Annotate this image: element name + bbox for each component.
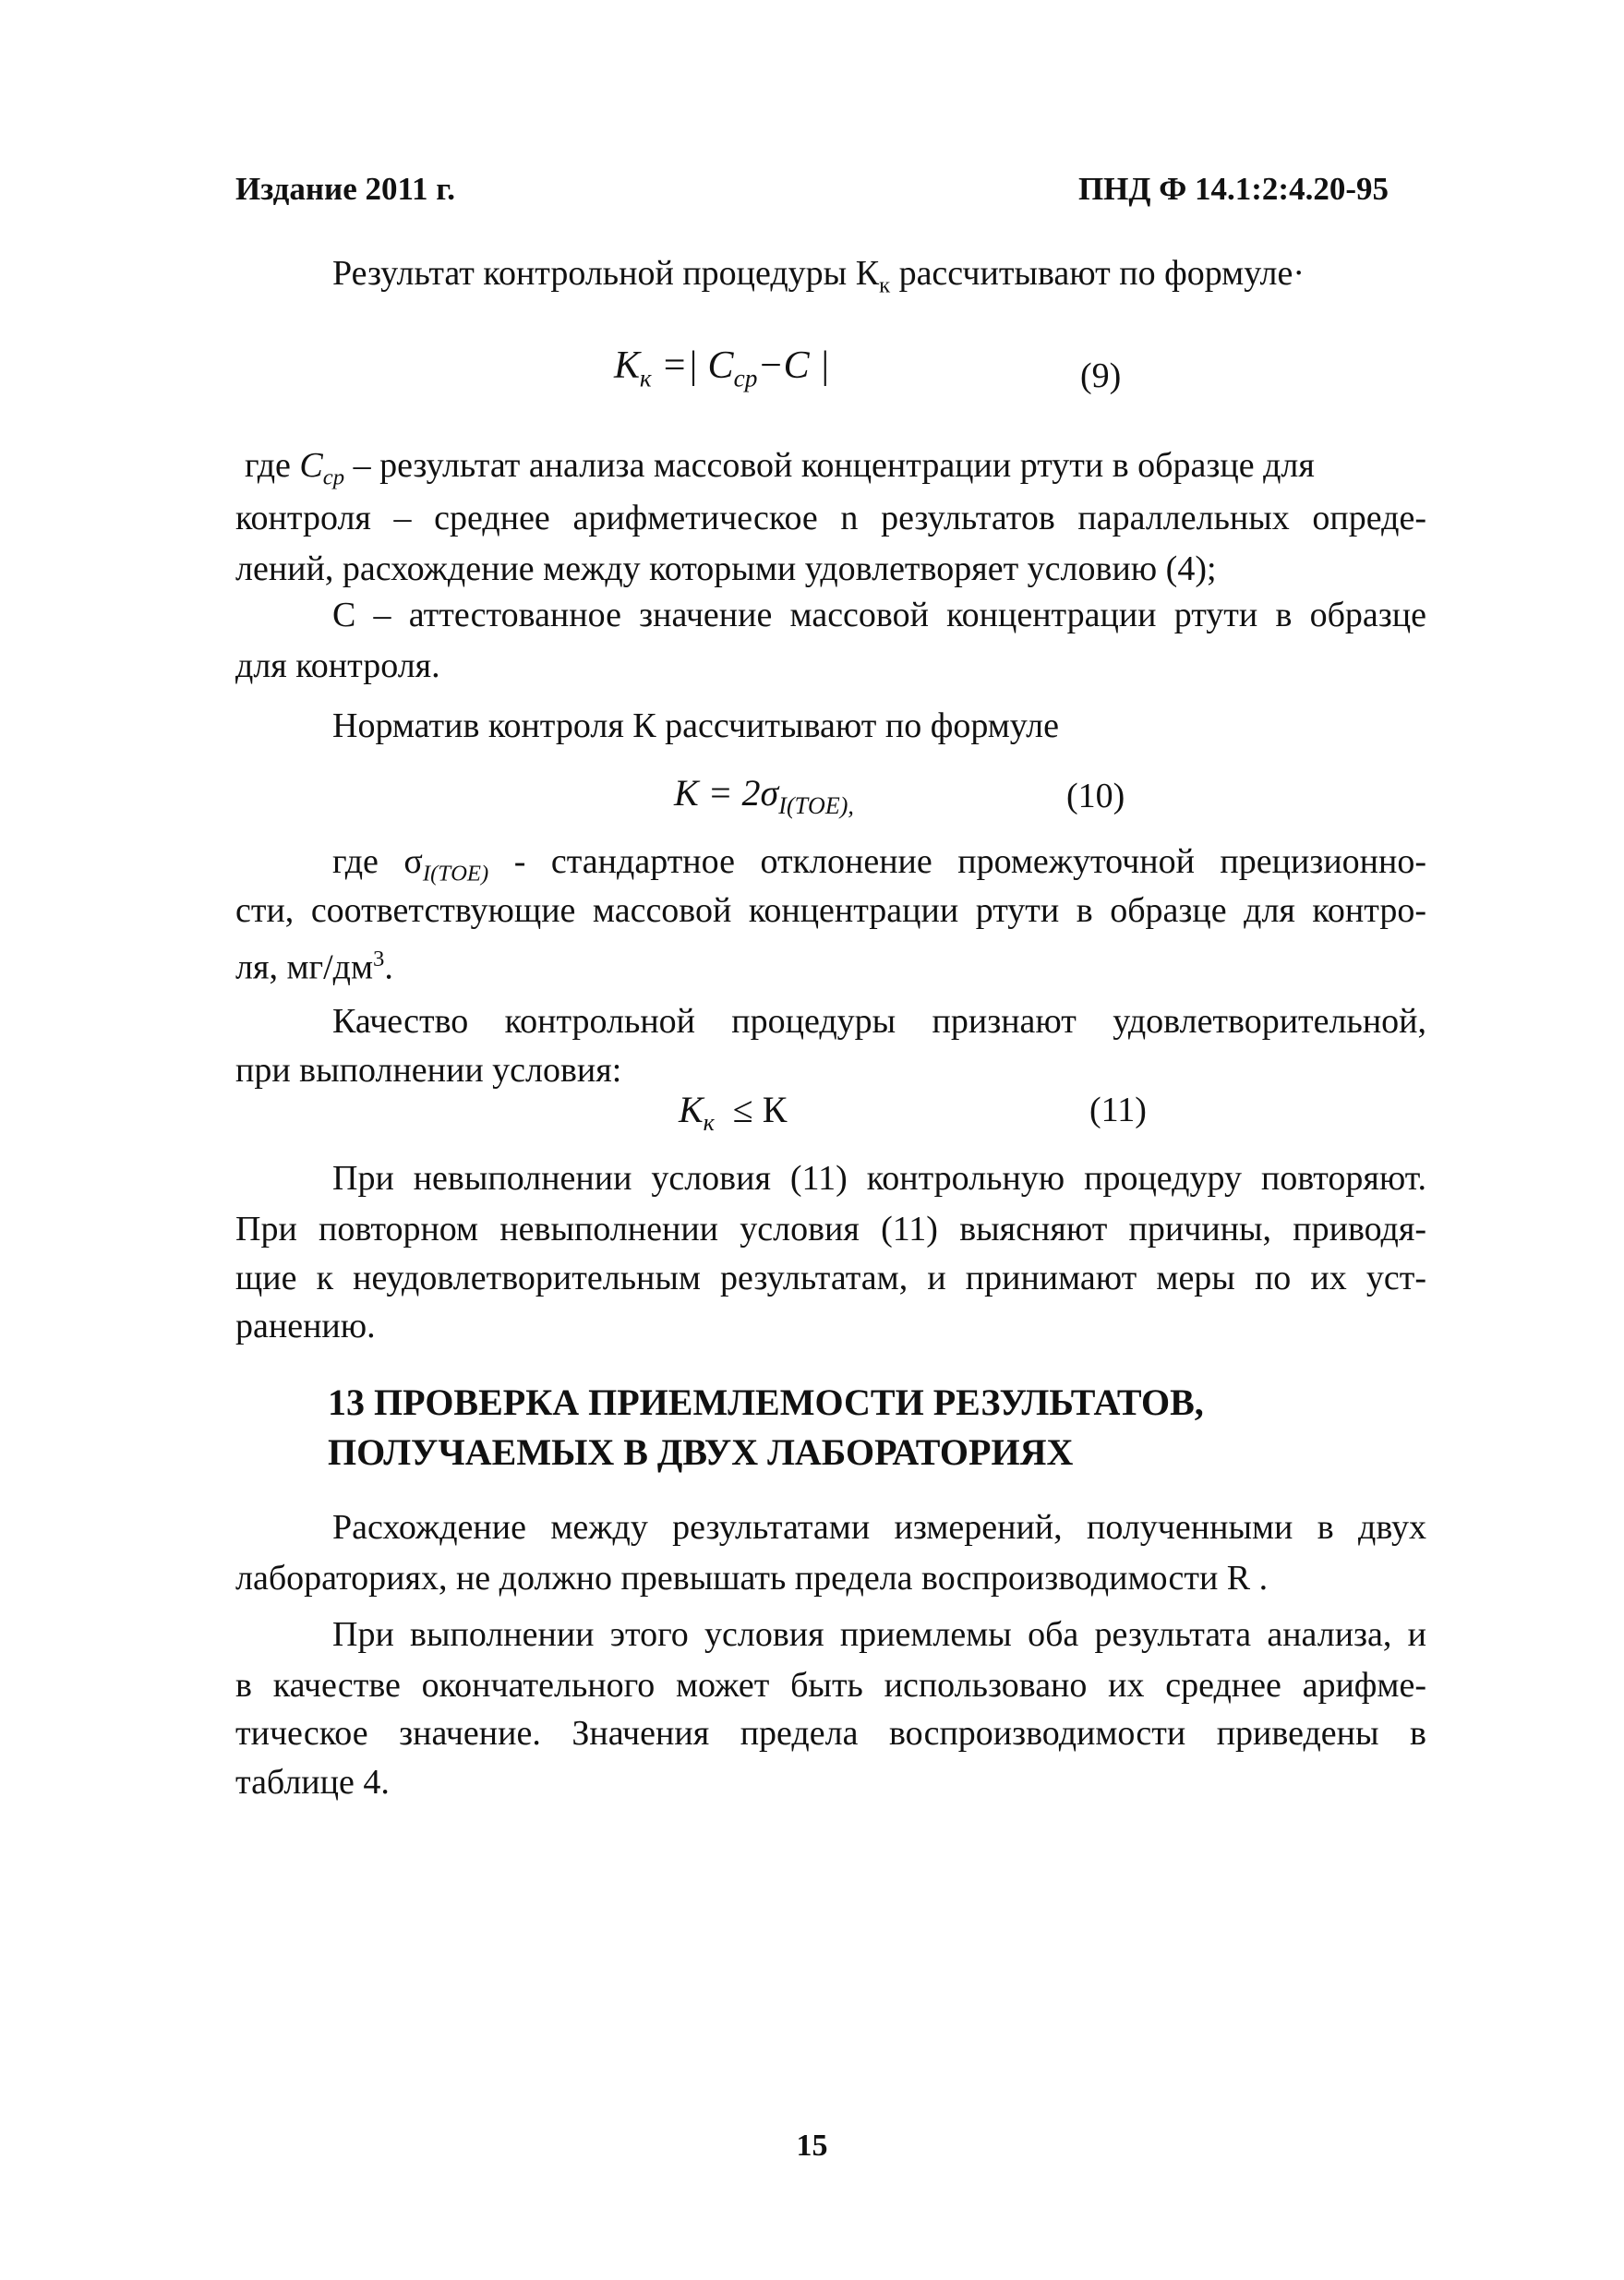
quality-line: Качество контрольной процедуры признают удовлетворительной, [332,1002,1426,1041]
paragraph-line: щие к неудовлетворительным результатам, и принимают меры по их уст- [235,1259,1426,1297]
document-code: ПНД Ф 14.1:2:4.20-95 [1077,171,1389,207]
paragraph-line: контроля – среднее арифметическое n результатов параллельных опреде- [235,499,1426,537]
paragraph-line: При повторном невыполнении условия (11) выясняют причины, приводя- [235,1210,1426,1249]
paragraph-line: лабораториях, не должно превышать предела воспроизводимости R . [235,1559,1269,1598]
paragraph-line: При выполнении этого условия приемлемы оба результата анализа, и [332,1615,1426,1654]
formula-11-number: (11) [1089,1091,1147,1129]
section-13-title: 13 ПРОВЕРКА ПРИЕМЛЕМОСТИ РЕЗУЛЬТАТОВ, [328,1381,1204,1423]
paragraph-line: ранению. [235,1307,376,1345]
edition-label: Издание 2011 г. [235,171,455,207]
formula-10: $К = 2\sigma_{I(ТОЕ),}$ [674,772,854,819]
paragraph-line: При невыполнении условия (11) контрольную процедуру повторяют. [332,1159,1426,1198]
paragraph-line: тическое значение. Значения предела воспроизводимости приведены в [235,1714,1426,1753]
paragraph-line: ля, $мг/дм^3$. [235,947,393,987]
where-csr-line: где $C_{ср}$ – результат анализа массовой концентрации ртути в образце для [245,446,1315,490]
quality-line: при выполнении условия: [235,1051,622,1090]
paragraph-line: сти, соответствующие массовой концентрации ртути в образце для контро- [235,891,1426,930]
paragraph-line: лений, расхождение между которыми удовлетворяет условию (4); [235,549,1217,588]
c-definition-line: C – аттестованное значение массовой концентрации ртути в образце [332,596,1426,634]
paragraph-line: Расхождение между результатами измерений, полученными в двух [332,1508,1426,1547]
intro-line: Результат контрольной процедуры $К_к$ рассчитывают по формуле· [332,254,1305,298]
page-number: 15 [796,2129,828,2163]
formula-10-number: (10) [1066,777,1125,815]
formula-9-number: (9) [1080,356,1122,395]
section-13-title: ПОЛУЧАЕМЫХ В ДВУХ ЛАБОРАТОРИЯХ [328,1431,1074,1473]
formula-11: $К_к \le К$ [679,1089,788,1136]
norm-intro: Норматив контроля К рассчитывают по формуле [332,706,1059,745]
where-sigma-line: где $\sigma_{I(ТОЕ)}$ - стандартное отклонение промежуточной прецизионно- [332,842,1426,887]
paragraph-line: таблице 4. [235,1763,390,1802]
c-definition-line: для контроля. [235,646,440,685]
formula-9: $К_к$ =| $C_{ср}-C$ | [614,344,830,392]
paragraph-line: в качестве окончательного может быть использовано их среднее арифме- [235,1666,1426,1705]
